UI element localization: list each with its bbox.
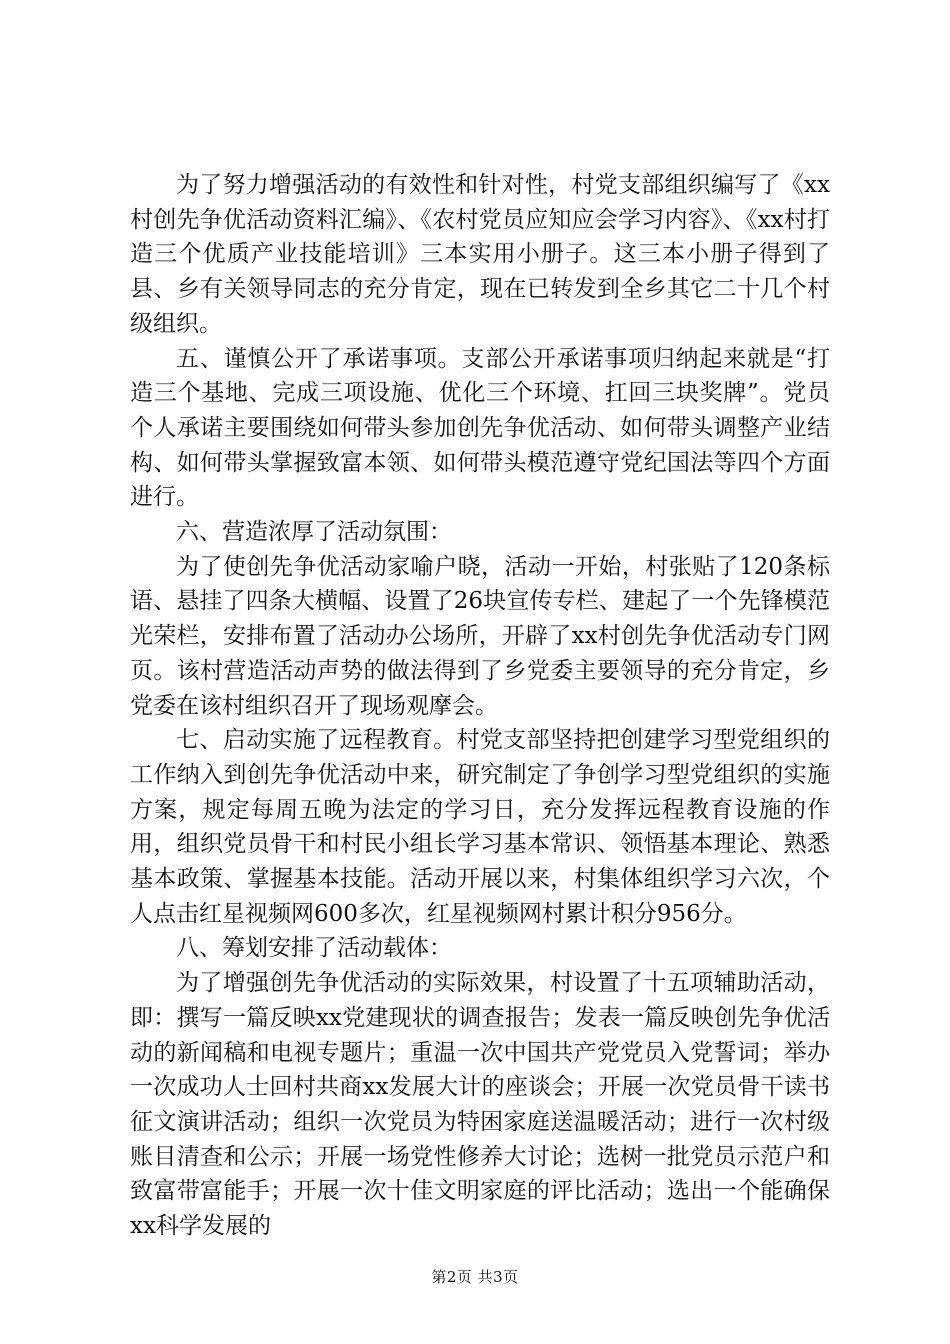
paragraph-activities: 为了增强创先争优活动的实际效果，村设置了十五项辅助活动，即：撰写一篇反映xx党建现状的调查报告；发表一篇反映创先争优活动的新闻稿和电视专题片；重温一次中国共产党党员入党誓词；举办一次成功人士回村共商xx发展大计的座谈会；开展一次党员骨干读书征文演讲活动；组织一次党员为特困家庭送温暖活动；进行一次村级账目清查和公示；开展一场党性修养大讨论；选树一批党员示范户和致富带富能手；开展一次十佳文明家庭的评比活动；选出一个能确保xx科学发展的 — [130, 970, 830, 1240]
heading-section-8: 八、筹划安排了活动载体： — [176, 935, 452, 962]
heading-section-6: 六、营造浓厚了活动氛围： — [176, 519, 452, 546]
paragraph-booklets: 为了努力增强活动的有效性和针对性，村党支部组织编写了《xx村创先争优活动资料汇编》、《农村党员应知应会学习内容》、《xx村打造三个优质产业技能培训》三本实用小册子。这三本小册子得到了县、乡有关领导同志的充分肯定，现在已转发到全乡其它二十几个村级组织。 — [130, 172, 830, 337]
paragraph-atmosphere: 为了使创先争优活动家喻户晓，活动一开始，村张贴了120条标语、悬挂了四条大横幅、设置了26块宣传专栏、建起了一个先锋模范光荣栏，安排布置了活动办公场所，开辟了xx村创先争优活动专门网页。该村营造活动声势的做法得到了乡党委主要领导的充分肯定，乡党委在该村组织召开了现场观摩会。 — [130, 553, 830, 719]
paragraph-section-5: 五、谨慎公开了承诺事项。支部公开承诺事项归纳起来就是“打造三个基地、完成三项设施、优化三个环境、扛回三块奖牌”。党员个人承诺主要围绕如何带头参加创先争优活动、如何带头调整产业结构、如何带头掌握致富本领、如何带头模范遵守党纪国法等四个方面进行。 — [130, 345, 830, 511]
document-body — [130, 168, 830, 1244]
page-footer: 第2页 共3页 — [431, 1268, 519, 1286]
paragraph-section-7: 七、启动实施了远程教育。村党支部坚持把创建学习型党组织的工作纳入到创先争优活动中来，研究制定了争创学习型党组织的实施方案，规定每周五晚为法定的学习日，充分发挥远程教育设施的作用，组织党员骨干和村民小组长学习基本常识、领悟基本理论、熟悉基本政策、掌握基本技能。活动开展以来，村集体组织学习六次，个人点击红星视频网600多次，红星视频网村累计积分956分。 — [130, 727, 830, 927]
